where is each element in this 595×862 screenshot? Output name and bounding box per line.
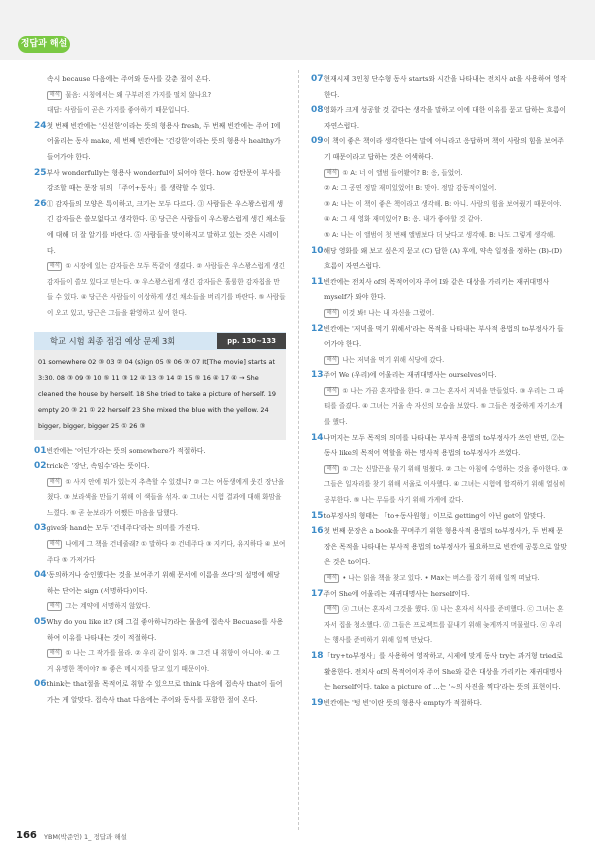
item-number: 12 [311, 323, 324, 334]
explanation-item [34, 197, 286, 259]
explanation-item [34, 166, 286, 197]
item-number: 14 [311, 432, 324, 443]
translation-tag: 해석 [324, 605, 339, 614]
item-text: ④ A: 그 새 영화 재미있어? B: 응. 내가 좋아할 것 같아. [324, 215, 483, 224]
translation-line [34, 103, 286, 119]
explanation-item [311, 244, 568, 275]
item-text: 물음: 시칭에서는 왜 구부러진 가지를 떨치 않나요? [65, 90, 212, 99]
translation-tag: 해석 [324, 169, 339, 178]
item-text: ① 그는 신발끈을 묶기 위해 멈췄다. ② 그는 아침에 수영하는 것을 좋아한다. ③ 그들은 일자리를 찾기 위해 서울로 이사했다. ④ 그녀는 시험에 합격하기 위해 열심히 공부한다. ⑤ 나는 무듀를 사기 위해 가게에 갔다. [324, 464, 568, 505]
item-number: 16 [311, 526, 324, 537]
item-number: 26 [34, 198, 47, 209]
explanation-item [311, 103, 568, 134]
item-text: 이것 봐! 나는 내 자신을 그렸어. [342, 308, 435, 317]
item-text: ① 나는 가끔 혼자밥을 한다. ② 그는 혼자서 저녁을 만들었다. ③ 우리는 그 파티를 즐겼다. ④ 그녀는 거울 속 자신의 모습을 보았다. ⑤ 그들은 정중하게 자기소개를 했다. [324, 386, 564, 427]
item-text: 빈칸에는 전치사 of의 목적어이자 주어 I와 같은 대상을 가리키는 재귀대명사 myself가 와야 한다. [323, 277, 550, 302]
left-bottom-block [34, 444, 286, 709]
item-number: 11 [311, 276, 324, 287]
translation-line [311, 571, 568, 587]
answer-key-box [34, 350, 286, 440]
item-number: 08 [311, 105, 324, 116]
explanation-item [311, 524, 568, 571]
item-number: 03 [34, 523, 47, 534]
item-text: 그는 계약에 서명하지 않았다. [65, 602, 151, 611]
item-text: 속시 because 다음에는 주어와 동사를 갖춘 절이 온다. [47, 75, 211, 83]
item-text: ③ A: 나는 이 책이 좋은 책이라고 생각해. B: 아니. 사람의 힘을 보여줬기 때문이야. [324, 199, 562, 208]
item-number: 15 [311, 510, 324, 521]
explanation-item [34, 119, 286, 166]
explanation-item [311, 275, 568, 306]
translation-line [311, 353, 568, 369]
explanation-item [34, 444, 286, 460]
item-text: 빈칸에는 '텅 빈'이란 뜻의 형용사 empty가 적절하다. [323, 698, 482, 707]
item-text: ① 시장에 있는 감자들은 모두 똑같이 생겼다. ② 사람들은 우스꽝스럽게 생긴 감자들이 쓸모 있다고 믿는다. ③ 우스꽝스럽게 생긴 감자들은 훌륭한 감자칩을 만들 수 있다. ④ 당근은 사람들이 이상하게 생긴 채소들을 버리기를 바란다. ⑤ 사람들이 오고 있고, 당근은 그들을 환영하고 싶어 한다. [47, 262, 286, 317]
translation-tag: 해석 [324, 465, 339, 474]
item-text: 주어 We (우리)에 어울리는 재귀대명사는 ourselves이다. [323, 371, 497, 380]
explanation-item [311, 322, 568, 353]
page-number: 166 [16, 830, 37, 841]
explanation-item [311, 368, 568, 384]
item-number: 05 [34, 617, 47, 628]
explanation-item [34, 615, 286, 646]
item-text: 나는 저녁을 먹기 위해 식당에 갔다. [342, 355, 445, 364]
item-text: ② A: 그 공연 정말 재미있었어! B: 맞아. 정말 감동적이었어. [324, 184, 497, 193]
right-column [311, 72, 568, 711]
item-text: 해당 영화를 왜 보고 싶은지 묻고 (C) 답한 (A) 후에, 약속 일정을 정하는 (B)-(D) 흐름이 자연스럽다. [323, 246, 562, 271]
explanation-item [34, 568, 286, 599]
translation-line [311, 197, 568, 213]
test-title-bar [34, 332, 286, 350]
item-text: 나머지는 모두 목적의 의미를 나타내는 부사적 용법의 to부정사가 쓰인 반면, ②는 동사 like의 목적어 역할을 하는 명사적 용법의 to부정사가 쓰였다. [323, 433, 565, 458]
translation-tag: 해석 [47, 91, 62, 100]
item-number: 04 [34, 570, 47, 581]
translation-tag: 해석 [47, 602, 62, 611]
section-tag: 정답과 해설 [18, 36, 70, 53]
item-number: 18 [311, 650, 324, 661]
translation-tag: 해석 [47, 649, 62, 658]
item-text: 이 책이 좋은 책이라 생각한다는 말에 아니라고 응답하며 책이 사람의 힘을 보여주기 때문이라고 답하는 것은 어색하다. [323, 137, 564, 161]
item-number: 02 [34, 461, 47, 472]
left-column [34, 72, 286, 709]
explanation-item [311, 649, 568, 696]
translation-line [311, 602, 568, 649]
item-text: 영화가 크게 성공할 것 같다는 생각을 말하고 이에 대한 이유를 묻고 답하는 흐름이 자연스럽다. [323, 106, 567, 130]
item-text: 첫 번째 문장은 a book을 꾸며주기 위한 형용사적 용법의 to부정사가, 두 번째 문장은 목적을 나타내는 부사적 용법의 to부정사가 필요하므로 빈칸에 공통으로 알맞은 것은 to이다. [323, 527, 567, 567]
translation-line [34, 599, 286, 615]
explanation-item [34, 521, 286, 537]
header-band [0, 0, 595, 60]
item-number: 17 [311, 588, 324, 599]
translation-tag: 해석 [47, 478, 62, 487]
item-number: 07 [311, 74, 324, 84]
item-text: 현재시제 3인칭 단수형 동사 starts와 시간을 나타내는 전치사 at을 사용하여 영작한다. [323, 75, 567, 99]
item-number: 25 [34, 167, 47, 178]
translation-tag: 해석 [324, 574, 339, 583]
item-text: '동의하거나 승인했다는 것을 보여주기 위해 문서에 이름을 쓰다'의 설명에 해당하는 단어는 sign (서명하다)이다. [46, 571, 280, 595]
translation-line [34, 537, 286, 568]
translation-tag: 해석 [324, 356, 339, 365]
translation-line [34, 88, 286, 104]
item-text: Why do you like it? (왜 그걸 좋아하니?)라는 물음에 접속사 Becuase를 사용하여 이유를 나타내는 것이 적절하다. [46, 618, 284, 642]
item-text: 대답: 사람들이 곧은 가지를 좋아하기 때문입니다. [47, 106, 190, 115]
translation-line [311, 228, 568, 244]
item-text: to부정사의 형태는 「to+동사원형」이므로 getting이 아닌 get이 알맞다. [323, 511, 546, 520]
translation-line [311, 384, 568, 431]
translation-tag: 해석 [47, 540, 62, 549]
translation-line [311, 212, 568, 228]
item-text: give와 hand는 모두 '건네주다'라는 의미를 가진다. [46, 524, 200, 533]
item-text: ⓐ 그녀는 혼자서 그것을 했다. ⓑ 나는 혼자서 식사를 준비했다. ⓒ 그녀는 혼자서 집을 청소했다. ⓓ 그들은 프로젝트를 끝내기 위해 늦게까지 머물렀다. ⓔ 우리는 행사를 준비하기 위해 일찍 만났다. [324, 605, 564, 645]
explanation-item [34, 459, 286, 475]
translation-line [34, 259, 286, 321]
item-text: trick은 '장난, 속임수'라는 뜻이다. [46, 462, 150, 471]
item-text: 빈칸에는 '저녁을 먹기 위해서'라는 목적을 나타내는 부사적 용법의 to부정사가 들어가야 한다. [323, 324, 564, 349]
item-number: 19 [311, 697, 324, 708]
explanation-item [311, 696, 568, 712]
item-text: 나에게 그 책을 건네줄래? ① 말하다 ② 건네주다 ③ 지키다, 유지하다 ④ 보여주다 ⑤ 가져가다 [47, 540, 286, 564]
explanation-item [311, 72, 568, 103]
translation-line [34, 646, 286, 677]
item-text: ① A: 너 이 앨범 들어봤어? B: 응, 들었어. [342, 168, 463, 177]
explanation-text [34, 72, 286, 88]
item-number: 09 [311, 136, 324, 147]
item-text: 부사 wonderfully는 형용사 wonderful이 되어야 한다. how 감탄문이 부사를 강조할 때는 문장 뒤의 「주어+동사」를 생략할 수 있다. [46, 168, 281, 193]
column-divider [298, 70, 299, 830]
explanation-item [311, 509, 568, 525]
footer-label: YBM(박준언) 1_ 정답과 해설 [44, 833, 127, 841]
right-block [311, 72, 568, 711]
test-title: 학교 시험 최종 점검 예상 문제 3회 [50, 335, 176, 346]
explanation-item [311, 587, 568, 603]
translation-line [34, 475, 286, 522]
item-text: ⑤ A: 나는 이 앨범이 첫 번째 앨범보다 더 낫다고 생각해. B: 나도 그렇게 생각해. [324, 230, 556, 239]
explanation-item [34, 677, 286, 708]
translation-line [311, 462, 568, 509]
item-number: 01 [34, 445, 47, 456]
item-text: ① 나는 그 작가를 몰라. ② 우리 같이 읽자. ③ 그건 내 취향이 아니야. ④ 그거 유명한 책이야? ⑤ 좋은 메시지를 담고 있기 때문이야. [47, 649, 280, 673]
translation-line [311, 306, 568, 322]
explanation-item [311, 431, 568, 462]
item-text: • 나는 읽을 책을 찾고 있다. • Max는 버스를 잡기 위해 일찍 떠났다. [342, 574, 540, 582]
translation-tag: 해석 [324, 387, 339, 396]
left-top-block [34, 72, 286, 322]
translation-tag: 해석 [324, 309, 339, 318]
item-text: ① 감자들의 모양은 특이하고, 크기는 모두 다르다. ③ 사람들은 우스꽝스럽게 생긴 감자들은 쓸모없다고 생각한다. ④ 당근은 사람들이 우스꽝스럽게 생긴 채소들에 대해 더 잘 알기를 바란다. ⑤ 사람들을 맞이하지고 말하고 있는 것은 시레이다. [46, 199, 286, 255]
item-text: ① 사지 안에 뭐가 있는지 추측할 수 있겠니? ② 그는 여동생에게 웃긴 장난을 쳤다. ③ 보라색을 만들기 위해 이 색들을 섞자. ④ 그녀는 시험 결과에 대해 화맘을 느꼈다. ⑤ 곧 눈보라가 어쨌든 마음을 답했다. [47, 477, 285, 517]
item-number: 06 [34, 679, 47, 690]
translation-tag: 해석 [47, 262, 62, 271]
test-pages-badge: pp. 130~133 [217, 333, 286, 349]
item-number: 13 [311, 370, 324, 381]
item-number: 24 [34, 120, 47, 131]
item-text: 첫 번째 빈칸에는 '신선한'이라는 뜻의 형용사 fresh, 두 번째 빈칸에는 주어 I에 어울리는 동사 make, 세 번째 빈칸에는 '건강한'이라는 뜻의 형용사 healthy가 들어가야 한다. [46, 121, 281, 161]
explanation-item [311, 134, 568, 165]
item-text: 주어 She에 어울리는 재귀대명사는 herself이다. [323, 589, 470, 598]
item-text: 빈칸에는 '어딘가'라는 뜻의 somewhere가 적절하다. [46, 446, 206, 455]
item-text: 「try+to부정사」를 사용하여 영작하고, 시제에 맞게 동사 try는 과거형 tried로 활용한다. 전치사 of의 목적어이자 주어 She와 같은 대상을 가리키는 재귀대명사는 herself이다. take a picture of …는 '~의 사진을 찍다'라는 뜻의 표현이다. [323, 651, 563, 692]
translation-line [311, 166, 568, 182]
item-number: 10 [311, 245, 324, 256]
item-text: think는 that절을 목적어로 취할 수 있으므로 think 다음에 접속사 that이 들어가는 게 알맞다. 접속사 that 다음에는 주어와 동사를 포함한 절이 온다. [46, 680, 283, 705]
answer-key-text: 01 somewhere 02 ③ 03 ② 04 (s)ign 05 ⑤ 06 ③ 07 It[The movie] starts at 3:30. 08 ③ 09 ③ 10 ⑤ 11 ③ 12 ④ 13 ③ 14 ② 15 ⑤ 16 ④ 17 ④ → She cleaned the house by herself. 18 She tried to take a picture of herself. 19 empty 20 ③ 21 ① 22 herself 23 She mixed the blue with the yellow. 24 bigger, bigger, bigger 25 ① 26 ③ [38, 357, 276, 431]
translation-line [311, 181, 568, 197]
